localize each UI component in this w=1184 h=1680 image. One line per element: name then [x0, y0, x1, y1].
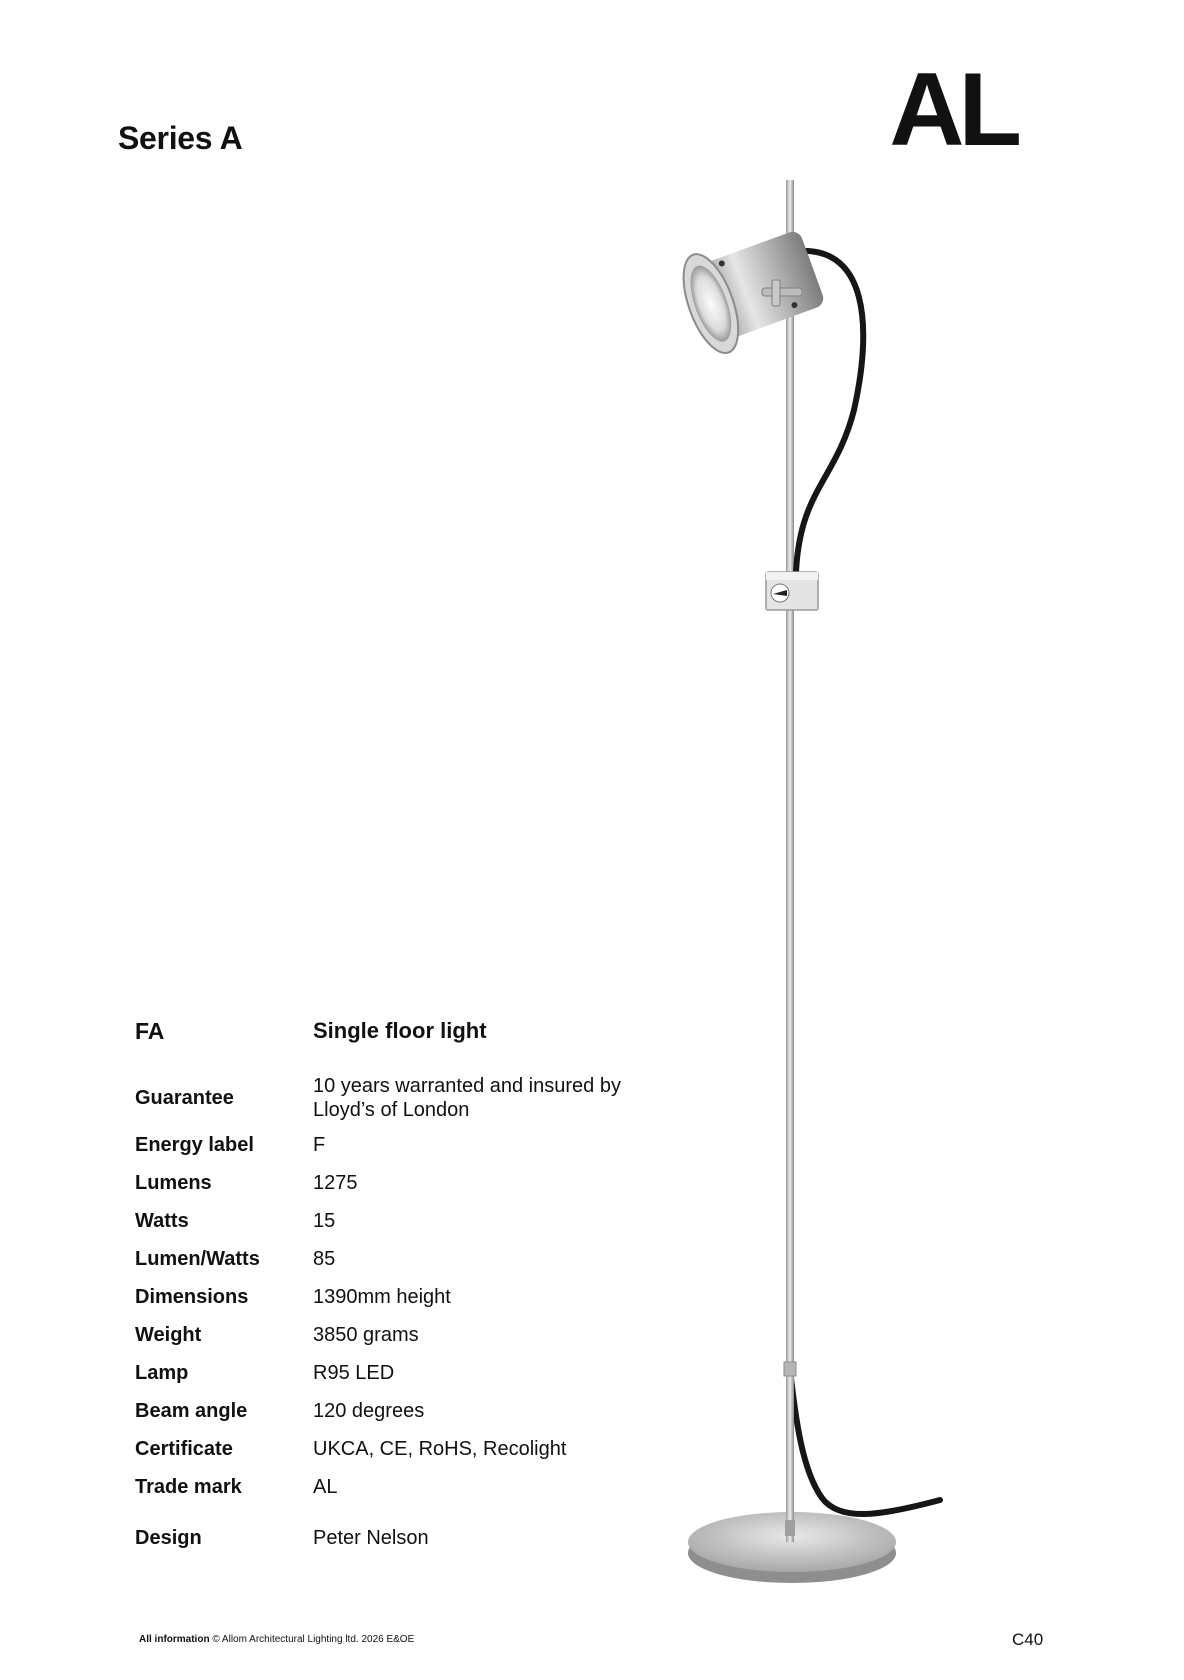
spec-label: Lumen/Watts	[135, 1247, 260, 1270]
spec-table	[135, 1018, 653, 1550]
spec-value: 120 degrees	[313, 1400, 425, 1422]
spec-label: Certificate	[135, 1437, 233, 1460]
footer-note-text: © Allom Architectural Lighting ltd. 2026 E&OE	[209, 1634, 415, 1645]
spec-row	[135, 1354, 653, 1392]
spec-label: Beam angle	[135, 1399, 248, 1422]
spec-header-row	[135, 1018, 653, 1070]
spec-row	[135, 1278, 653, 1316]
spec-value: AL	[313, 1476, 338, 1498]
spec-value: Peter Nelson	[313, 1527, 429, 1549]
spec-row	[135, 1430, 653, 1468]
spec-row	[135, 1392, 653, 1430]
floor-lamp-image	[640, 180, 1020, 1620]
spec-value: 1275	[313, 1172, 358, 1194]
spec-value: UKCA, CE, RoHS, Recolight	[313, 1438, 567, 1460]
spec-label: Lamp	[135, 1361, 189, 1384]
spec-value: 85	[313, 1248, 336, 1270]
spec-value: 15	[313, 1210, 336, 1232]
product-code: FA	[135, 1018, 165, 1044]
spec-row	[135, 1164, 653, 1202]
spec-value: 1390mm height	[313, 1286, 451, 1308]
spec-value: R95 LED	[313, 1362, 395, 1384]
series-title: Series A	[118, 120, 243, 156]
spec-row	[135, 1070, 653, 1126]
spec-row	[135, 1126, 653, 1164]
brand-logo: AL	[889, 52, 1016, 168]
spec-row	[135, 1240, 653, 1278]
product-name: Single floor light	[313, 1018, 487, 1043]
footer-note	[139, 1634, 414, 1645]
footer-note-bold: All information	[139, 1634, 210, 1645]
spec-label: Lumens	[135, 1171, 212, 1194]
spec-row	[135, 1316, 653, 1354]
spec-label: Weight	[135, 1323, 202, 1346]
spec-value: 10 years warranted and insured by Lloyd’s of London	[313, 1075, 621, 1121]
page-number: C40	[1012, 1630, 1044, 1649]
spec-label: Design	[135, 1527, 202, 1549]
spec-label: Trade mark	[135, 1475, 242, 1498]
spec-label: Guarantee	[135, 1086, 234, 1109]
spec-label: Energy label	[135, 1133, 254, 1156]
spec-row	[135, 1468, 653, 1506]
spec-value: 3850 grams	[313, 1324, 419, 1346]
spec-label: Watts	[135, 1209, 189, 1232]
spec-value: F	[313, 1134, 326, 1156]
spec-row	[135, 1202, 653, 1240]
spec-row	[135, 1506, 653, 1550]
spec-label: Dimensions	[135, 1285, 249, 1308]
